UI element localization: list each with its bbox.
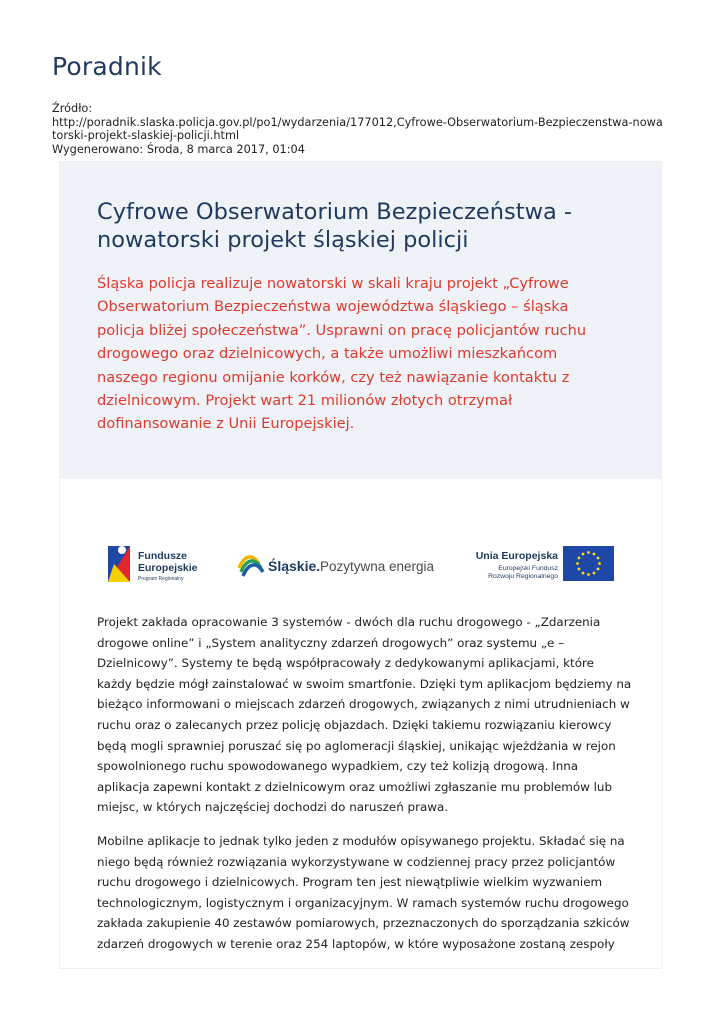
ue-line-2: Europejski Fundusz <box>498 565 558 572</box>
source-meta <box>52 102 682 156</box>
article-body <box>97 612 632 968</box>
eu-star-icon <box>597 557 600 560</box>
fundusze-europejskie-logo <box>105 540 215 588</box>
article-title <box>97 198 627 254</box>
source-url-line-2[interactable]: torski-projekt-slaskiej-policji.html <box>52 129 240 142</box>
slaskie-icon <box>235 540 440 588</box>
ue-line-1: Unia Europejska <box>475 550 558 562</box>
funding-logos <box>105 540 617 588</box>
article-paragraph-1: Projekt zakłada opracowanie 3 systemów - dwóch dla ruchu drogowego - „Zdarzenia drogowe online” i „System analityczny zdarzeń drogowych” oraz systemu „e – Dzielnicowy”. Systemy te będą współpracowały z dedykowanymi aplikacjami, które każdy będzie mógł zainstalować w swoim smartfonie. Dzięki tym aplikacjom będziemy na bieżąco informowani o miejscach zdarzeń drogowych, związanych z nimi utrudnieniach w ruchu oraz o zalecanych przez policję objazdach. Dzięki takiemu rozwiązaniu kierowcy będą mogli sprawniej poruszać się po aglomeracji śląskiej, unikając wjeżdżania w rejon spowolnionego ruchu spowodowanego wypadkiem, czy też kolizją drogową. Inna aplikacja zapewni kontakt z dzielnicowym oraz umożliwi zgłaszanie mu problemów lub miejsc, w których najczęściej dochodzi do naruszeń prawa. <box>97 615 632 815</box>
article-lead: Śląska policja realizuje nowatorski w skali kraju projekt „Cyfrowe Obserwatorium Bezpieczeństwa województwa śląskiego – śląska policja bliżej społeczeństwa”. Usprawni on pracę policjantów ruchu drogowego oraz dzielnicowych, a także umożliwi mieszkańcom naszego regionu omijanie korków, czy też nawiązanie kontaktu z dzielnicowym. Projekt wart 21 milionów złotych otrzymał dofinansowanie z Unii Europejskiej. <box>97 275 587 433</box>
slaskie-tagline: Pozytywna energia <box>320 559 435 574</box>
source-url-line-1[interactable]: http://poradnik.slaska.policja.gov.pl/po1/wydarzenia/177012,Cyfrowe-Obserwatorium-Bezpieczenstwa-nowa <box>52 115 663 129</box>
eu-star-icon <box>587 551 590 554</box>
eu-star-icon <box>576 562 579 565</box>
eu-star-icon <box>593 572 596 575</box>
eu-star-icon <box>587 573 590 576</box>
eu-star-icon <box>593 553 596 556</box>
fe-line-3: Program Regionalny <box>138 576 184 582</box>
article-title-line-1: Cyfrowe Obserwatorium Bezpieczeństwa - <box>97 199 573 225</box>
eu-star-icon <box>582 572 585 575</box>
article-paragraph-2: Mobilne aplikacje to jednak tylko jeden z modułów opisywanego projektu. Składać się na niego będą również rozwiązania wykorzystywane w codziennej pracy przez policjantów ruchu drogowego i dzielnicowych. Program ten jest niewątpliwie wielkim wyzwaniem technologicznym, logistycznym i organizacyjnym. W ramach systemów ruchu drogowego zakłada zakupienie 40 zestawów pomiarowych, przeznaczonych do sporządzania szkiców zdarzeń drogowych w terenie oraz 254 laptopów, w które wyposażone zostaną zespoły <box>97 833 630 951</box>
fundusze-europejskie-icon <box>105 540 215 588</box>
slaskie-name: Śląskie. <box>268 558 321 574</box>
ue-line-3: Rozwoju Regionalnego <box>488 573 558 580</box>
article-title-line-2: nowatorski projekt śląskiej policji <box>97 227 469 253</box>
article-card <box>59 161 662 969</box>
source-label: Źródło: <box>52 102 93 115</box>
unia-europejska-logo <box>460 540 620 588</box>
fe-line-1: Fundusze <box>138 550 187 562</box>
eu-star-icon <box>597 568 600 571</box>
article-hero <box>60 162 661 479</box>
document-title: Poradnik <box>52 52 162 81</box>
generated-timestamp: Wygenerowano: Środa, 8 marca 2017, 01:04 <box>52 142 305 156</box>
eu-star-icon <box>578 557 581 560</box>
slaskie-logo <box>235 540 440 588</box>
eu-flag-icon <box>460 540 620 588</box>
eu-star-icon <box>578 568 581 571</box>
fe-line-2: Europejskie <box>138 562 198 574</box>
eu-star-icon <box>582 553 585 556</box>
eu-star-icon <box>598 562 601 565</box>
